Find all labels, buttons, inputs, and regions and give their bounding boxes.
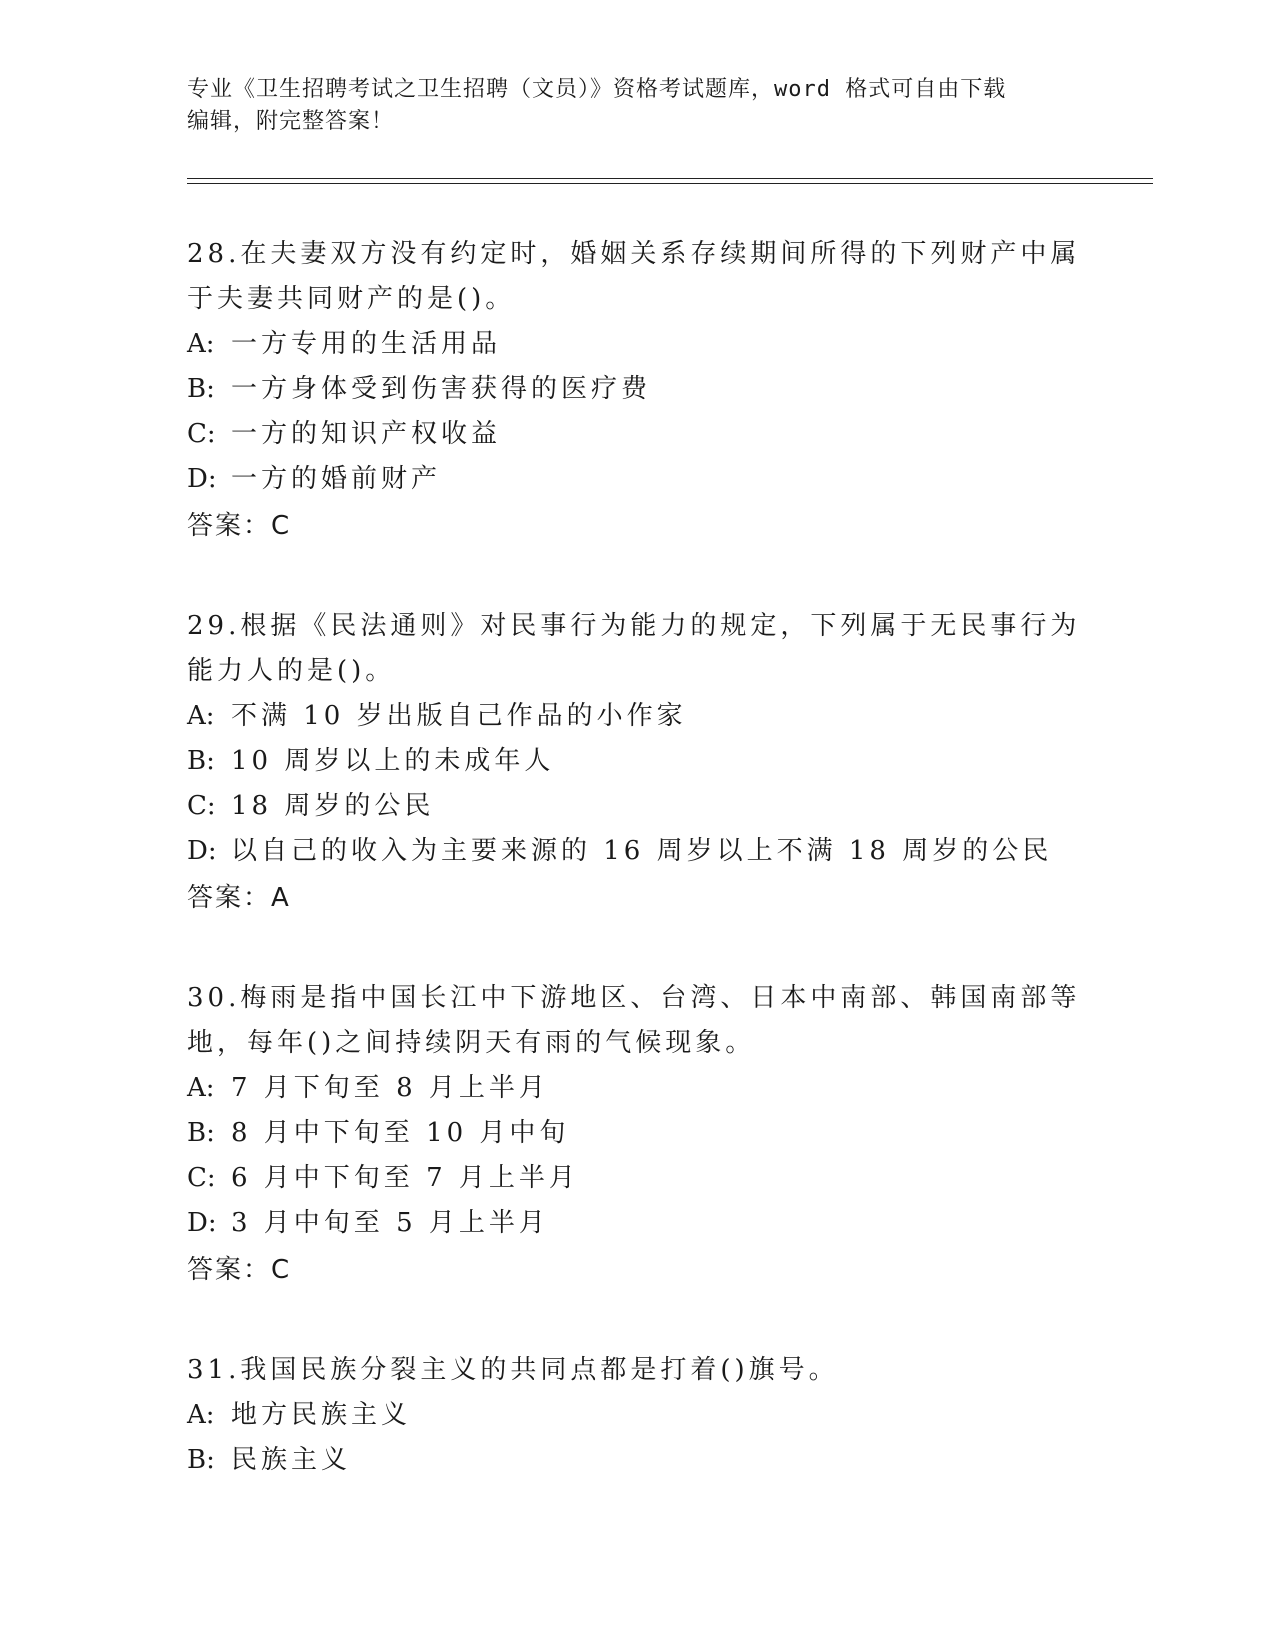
question-29 (187, 604, 1107, 922)
question-text: 29.根据《民法通则》对民事行为能力的规定，下列属于无民事行为能力人的是()。 (187, 611, 1081, 686)
option-a (187, 1393, 1107, 1438)
option-letter: D: (187, 464, 217, 494)
option-b (187, 367, 1107, 412)
option-letter: D: (187, 836, 217, 866)
option-text: 以自己的收入为主要来源的 16 周岁以上不满 18 周岁的公民 (231, 836, 1053, 866)
option-d (187, 1201, 1107, 1246)
option-b (187, 1438, 1107, 1483)
option-text: 3 月中旬至 5 月上半月 (231, 1208, 549, 1238)
question-28 (187, 232, 1107, 550)
header-line-2: 编辑，附完整答案！ (187, 109, 395, 134)
option-a (187, 694, 1107, 739)
option-text: 10 周岁以上的未成年人 (231, 746, 555, 776)
option-c (187, 784, 1107, 829)
header-divider-top (187, 178, 1153, 179)
option-c (187, 1156, 1107, 1201)
option-text: 7 月下旬至 8 月上半月 (231, 1073, 549, 1103)
option-letter: D: (187, 1208, 217, 1238)
answer-line: 答案：A (187, 883, 291, 913)
option-letter: C: (187, 419, 216, 449)
option-d (187, 457, 1107, 502)
option-a (187, 322, 1107, 367)
answer-line: 答案：C (187, 511, 292, 541)
question-list (187, 232, 1107, 1537)
option-a (187, 1066, 1107, 1111)
header-line-1: 专业《卫生招聘考试之卫生招聘（文员）》资格考试题库，word 格式可自由下载 (187, 77, 1007, 102)
option-b (187, 739, 1107, 784)
option-text: 不满 10 岁出版自己作品的小作家 (231, 701, 687, 731)
question-text: 28.在夫妻双方没有约定时，婚姻关系存续期间所得的下列财产中属于夫妻共同财产的是()。 (187, 239, 1081, 314)
option-letter: B: (187, 374, 215, 404)
option-c (187, 412, 1107, 457)
option-text: 一方的婚前财产 (231, 464, 442, 494)
option-text: 8 月中下旬至 10 月中旬 (231, 1118, 570, 1148)
option-text: 18 周岁的公民 (231, 791, 435, 821)
question-31 (187, 1348, 1107, 1483)
option-letter: B: (187, 1445, 215, 1475)
question-text: 31.我国民族分裂主义的共同点都是打着()旗号。 (187, 1355, 839, 1385)
question-30 (187, 976, 1107, 1294)
option-text: 一方身体受到伤害获得的医疗费 (231, 374, 652, 404)
option-letter: A: (187, 1400, 215, 1430)
option-letter: B: (187, 746, 215, 776)
option-d (187, 829, 1107, 874)
question-text: 30.梅雨是指中国长江中下游地区、台湾、日本中南部、韩国南部等地，每年()之间持续阴天有雨的气候现象。 (187, 983, 1081, 1058)
option-text: 一方的知识产权收益 (231, 419, 502, 449)
option-text: 一方专用的生活用品 (231, 329, 502, 359)
option-letter: B: (187, 1118, 215, 1148)
option-text: 民族主义 (231, 1445, 352, 1475)
header-divider-bottom (187, 183, 1153, 184)
document-header (187, 74, 1087, 138)
option-letter: A: (187, 701, 215, 731)
option-letter: A: (187, 329, 215, 359)
option-text: 地方民族主义 (231, 1400, 412, 1430)
option-b (187, 1111, 1107, 1156)
option-letter: A: (187, 1073, 215, 1103)
option-text: 6 月中下旬至 7 月上半月 (231, 1163, 579, 1193)
option-letter: C: (187, 1163, 216, 1193)
option-letter: C: (187, 791, 216, 821)
answer-line: 答案：C (187, 1255, 292, 1285)
